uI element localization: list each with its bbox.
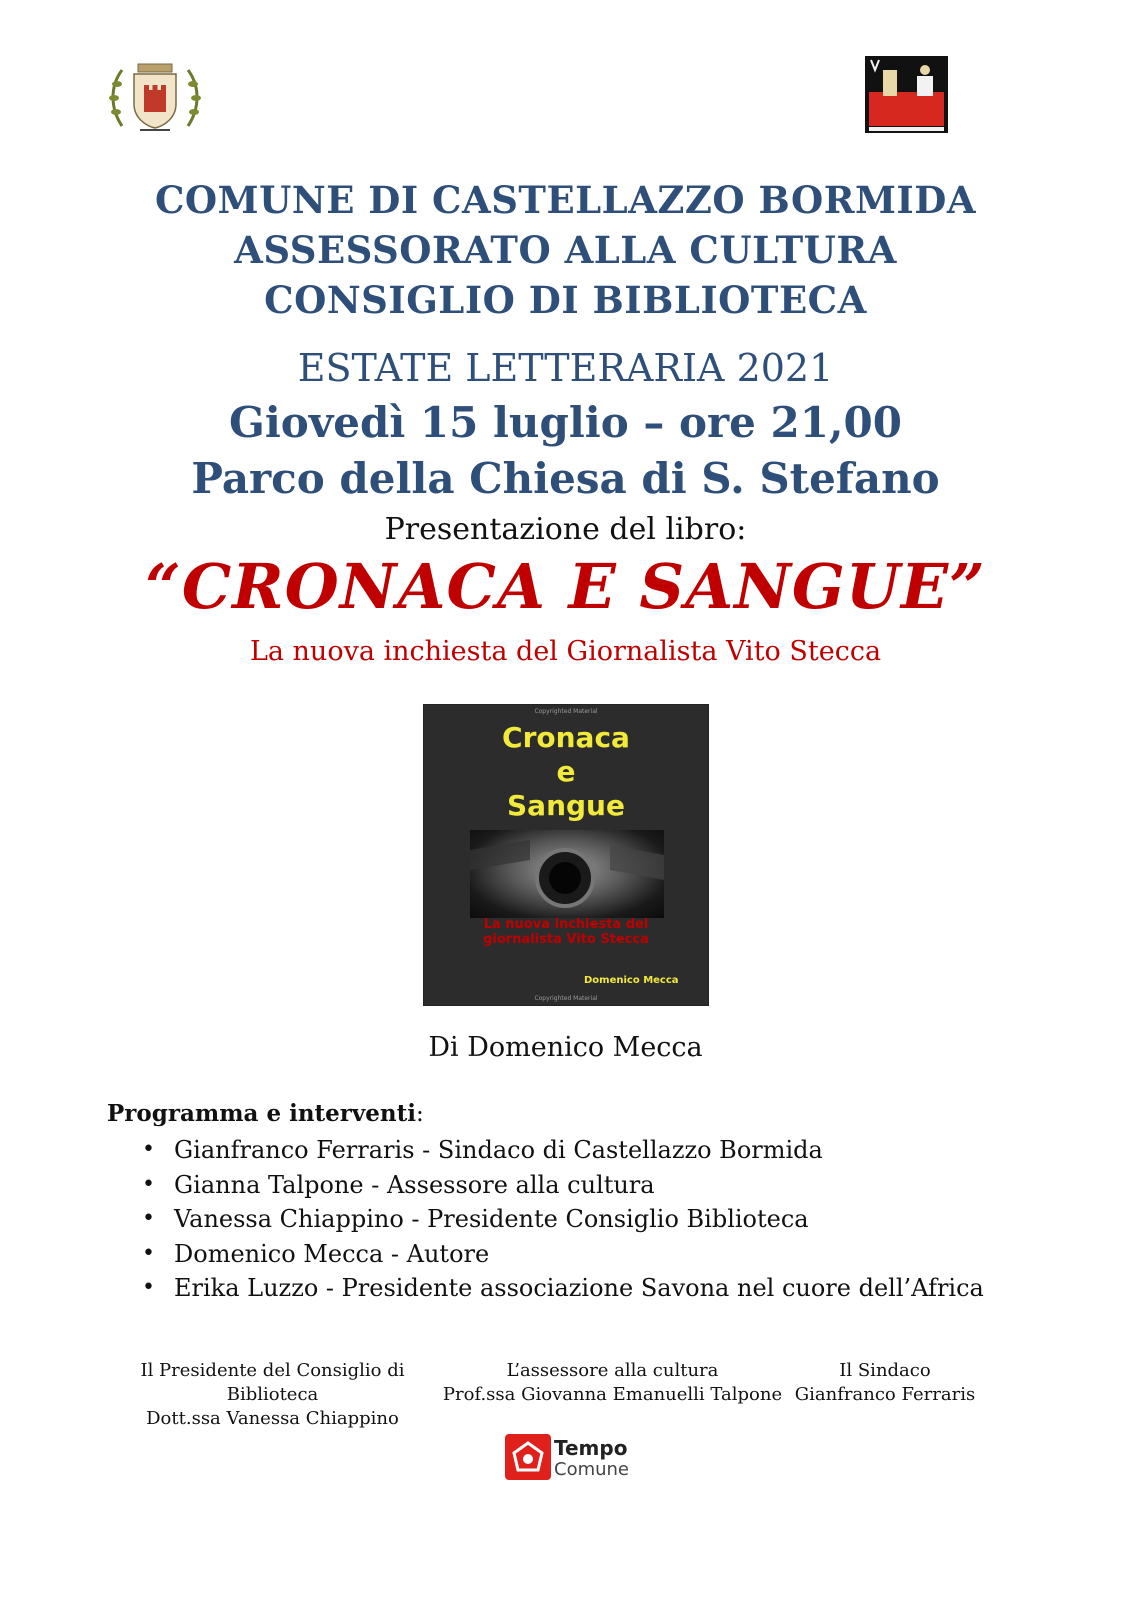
tempo-comune-logo: [505, 1434, 645, 1484]
author-line: Di Domenico Mecca: [428, 1032, 703, 1063]
tempo-comune-logo-icon: [505, 1434, 551, 1480]
logo-text-tempo: Tempo: [554, 1436, 628, 1460]
cover-copyright-bottom: Copyrighted Material: [534, 995, 598, 1002]
logo-text-comune: Comune: [554, 1459, 630, 1480]
cover-subtitle-2: giornalista Vito Stecca: [483, 932, 649, 947]
event-intro: Presentazione del libro:: [384, 512, 747, 547]
signature-name: Dott.ssa Vanessa Chiappino: [146, 1408, 399, 1429]
signature-name: Gianfranco Ferraris: [794, 1384, 976, 1405]
cover-title-3: Sangue: [507, 789, 625, 822]
book-subtitle: La nuova inchiesta del Giornalista Vito Stecca: [249, 636, 882, 667]
signature-president: [100, 1359, 445, 1431]
header-line-comune: COMUNE DI CASTELLAZZO BORMIDA: [154, 178, 977, 222]
camera-photo-icon: [470, 830, 664, 918]
book-cover-image: [423, 704, 709, 1006]
cover-photo: [470, 830, 664, 918]
book-title: “CRONACA E SANGUE”: [145, 550, 986, 623]
header-line-assessorato: ASSESSORATO ALLA CULTURA: [234, 228, 897, 272]
program-heading: [107, 1100, 424, 1127]
program-item: • Domenico Mecca - Autore: [174, 1237, 984, 1272]
cover-author: Domenico Mecca: [584, 975, 679, 986]
cover-copyright-top: Copyrighted Material: [534, 708, 598, 715]
signature-role: L’assessore alla cultura: [506, 1360, 719, 1381]
program-title: Programma e interventi: [107, 1100, 416, 1127]
program-item: • Erika Luzzo - Presidente associazione Savona nel cuore dell’Africa: [174, 1271, 984, 1306]
signature-role: Il Presidente del Consiglio di Biblioteca: [140, 1360, 405, 1405]
program-item: • Vanessa Chiappino - Presidente Consiglio Biblioteca: [174, 1202, 984, 1237]
event-date: Giovedì 15 luglio – ore 21,00: [228, 398, 902, 447]
signature-role: Il Sindaco: [839, 1360, 931, 1381]
signature-name: Prof.ssa Giovanna Emanuelli Talpone: [442, 1384, 783, 1405]
program-item: • Gianfranco Ferraris - Sindaco di Castellazzo Bormida: [174, 1133, 984, 1168]
coat-of-arms-icon: [108, 56, 202, 136]
cover-title-1: Cronaca: [502, 721, 630, 754]
signature-sindaco: [785, 1359, 985, 1407]
event-series: ESTATE LETTERARIA 2021: [297, 346, 834, 390]
signature-assessore: [440, 1359, 785, 1407]
program-list: [118, 1133, 984, 1306]
library-logo-icon: [865, 56, 948, 133]
event-place: Parco della Chiesa di S. Stefano: [191, 454, 940, 503]
cover-title-2: e: [556, 755, 576, 788]
program-item: • Gianna Talpone - Assessore alla cultura: [174, 1168, 984, 1203]
program-colon: :: [416, 1101, 424, 1127]
header-line-consiglio: CONSIGLIO DI BIBLIOTECA: [264, 278, 867, 322]
cover-subtitle-1: La nuova inchiesta del: [483, 917, 649, 932]
